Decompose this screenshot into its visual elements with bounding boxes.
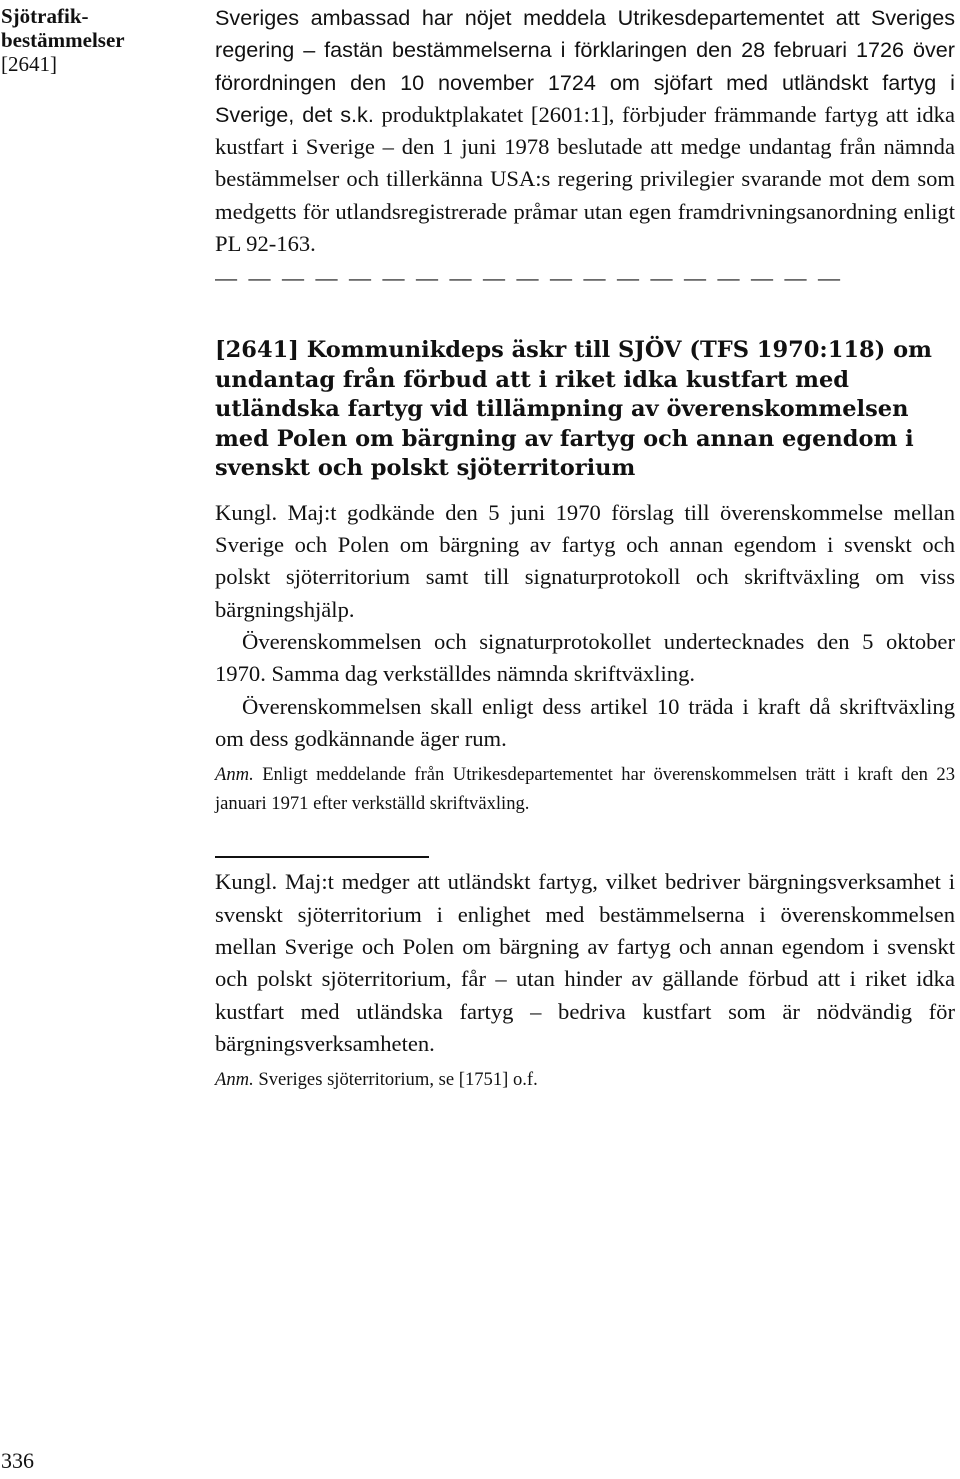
note-2 <box>215 1066 955 1095</box>
paragraph-approval: Kungl. Maj:t godkände den 5 juni 1970 förslag till överenskommelse mellan Sverige och Polen om bärgning av fartyg och annan egendom i svenskt och polskt sjöterritorium samt till signaturprotokoll och skriftväxling om viss bärgningshjälp. <box>215 499 955 622</box>
note-1 <box>215 761 955 818</box>
section-heading: [2641] Kommunikdeps äskr till SJÖV (TFS 1970:118) om undantag från förbud att i riket idka kustfart med utländska fartyg vid tillämpning av överenskommelsen med Polen om bärgning av fartyg och annan egendom i svenskt och polskt sjöterritorium <box>215 337 932 482</box>
intro-line-3: februari 1726 över förordningen den 10 november 1724 om sjöfart <box>215 37 955 95</box>
paragraph-entry-into-force: Överenskommelsen skall enligt dess artikel 10 träda i kraft då skriftväxling om dess godkännande äger rum. <box>215 693 955 751</box>
margin-note <box>1 4 161 76</box>
note-2-text: Sveriges sjöterritorium, se [1751] o.f. <box>258 1069 538 1091</box>
intro-line-4: med utländskt fartyg i Sverige, det s.k. <box>215 69 955 127</box>
margin-note-title: Sjötrafik- bestämmelser <box>1 4 125 52</box>
intro-line-2: Sveriges regering – fastän bestämmelserna i förklaringen den 28 <box>215 5 955 63</box>
note-2-label: Anm. <box>215 1069 254 1091</box>
intro-line-1: Sveriges ambassad har nöjet meddela Utrikesdepartementet att <box>215 5 860 30</box>
note-1-label: Anm. <box>215 764 254 786</box>
dash-separator: — — — — — — — — — — — — — — — — — — — <box>215 266 843 291</box>
horizontal-rule <box>215 856 429 858</box>
main-content <box>215 2 955 1095</box>
decision-paragraph: Kungl. Maj:t medger att utländskt fartyg, vilket bedriver bärgningsverksamhet i svenskt sjöterritorium i enlighet med bestämmelserna i överenskommelsen mellan Sverige och Polen om bärgning av fartyg och annan egendom i svenskt och polskt sjöterritorium, får – utan hinder av gällande förbud att i riket idka kustfart med utländska fartyg – bedriva kustfart som är nödvändig för bärgningsverksamheten. <box>215 869 955 1056</box>
paragraph-signing: Överenskommelsen och signaturprotokollet undertecknades den 5 oktober 1970. Samma dag verkställdes nämnda skriftväxling. <box>215 629 955 687</box>
margin-note-ref: [2641] <box>1 52 57 76</box>
page-number: 336 <box>1 1448 34 1473</box>
note-1-text: Enligt meddelande från Utrikesdepartementet har överenskommelsen trätt i kraft den 23 januari 1971 efter verkställd skriftväxling. <box>215 764 955 814</box>
intro-paragraph <box>215 2 955 260</box>
intro-rest: produktplakatet [2601:1], förbjuder främmande fartyg att idka kustfart i Sverige – den 1 juni 1978 beslutade att medge undantag från nämnda bestämmelser och tillerkänna USA:s regering privilegier svarande mot dem som medgetts för utlandsregistrerade pråmar utan egen framdrivningsanordning enligt PL 92-163. <box>215 101 955 257</box>
